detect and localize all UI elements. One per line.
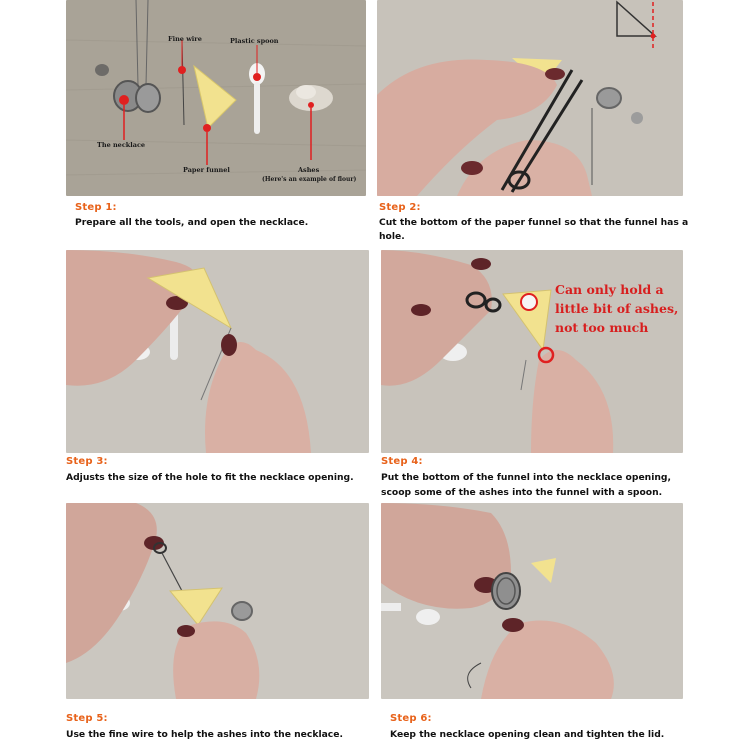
step2-description-line1: Cut the bottom of the paper funnel so that the funnel has a bbox=[379, 217, 689, 228]
label-ashes: Ashes bbox=[298, 166, 320, 174]
tighten-lid-illustration bbox=[381, 503, 683, 699]
adjust-hole-illustration bbox=[66, 250, 369, 453]
note-line3: not too much bbox=[555, 320, 649, 335]
label-plastic-spoon: Plastic spoon bbox=[230, 37, 279, 45]
step1-description: Prepare all the tools, and open the necklace. bbox=[75, 217, 309, 228]
step4-description-line2: scoop some of the ashes into the funnel with a spoon. bbox=[381, 487, 663, 498]
step2-photo bbox=[377, 0, 683, 196]
step6-description: Keep the necklace opening clean and tighten the lid. bbox=[390, 729, 665, 740]
step3-title: Step 3: bbox=[66, 456, 108, 467]
ashes-capacity-note bbox=[555, 280, 685, 337]
step2-description-line2: hole. bbox=[379, 231, 405, 242]
cutting-illustration bbox=[377, 0, 683, 196]
step3-description: Adjusts the size of the hole to fit the necklace opening. bbox=[66, 472, 354, 483]
step4-description-line1: Put the bottom of the funnel into the necklace opening, bbox=[381, 472, 671, 483]
label-ashes-note: (Here's an example of flour) bbox=[262, 176, 357, 183]
note-line2: little bit of ashes, bbox=[555, 301, 679, 316]
note-line1: Can only hold a bbox=[555, 282, 664, 297]
step5-description: Use the fine wire to help the ashes into the necklace. bbox=[66, 729, 343, 740]
label-fine-wire: Fine wire bbox=[168, 35, 202, 43]
step6-title: Step 6: bbox=[390, 713, 432, 724]
label-necklace: The necklace bbox=[97, 141, 146, 149]
step3-photo bbox=[66, 250, 369, 453]
step5-photo bbox=[66, 503, 369, 699]
step4-title: Step 4: bbox=[381, 456, 423, 467]
step1-title: Step 1: bbox=[75, 202, 117, 213]
step6-photo bbox=[381, 503, 683, 699]
fine-wire-illustration bbox=[66, 503, 369, 699]
step5-title: Step 5: bbox=[66, 713, 108, 724]
step2-title: Step 2: bbox=[379, 202, 421, 213]
label-paper-funnel: Paper funnel bbox=[183, 166, 230, 174]
